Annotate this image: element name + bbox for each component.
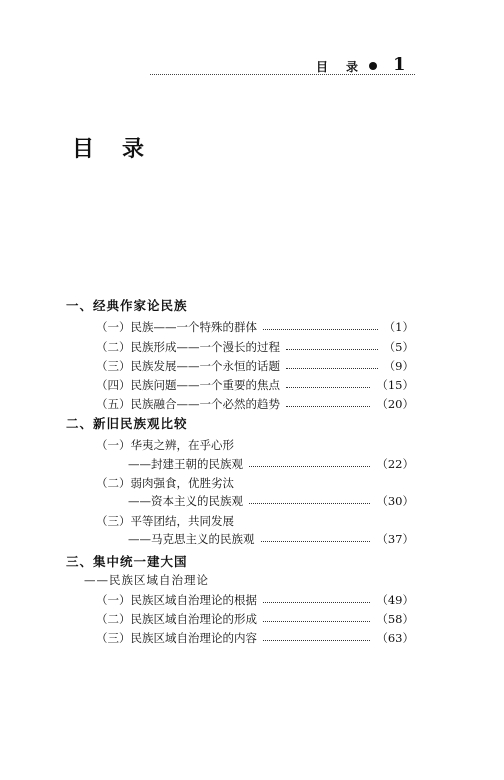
toc-entry-text: （二）民族区域自治理论的形成 (96, 612, 257, 626)
toc-entry-1-1[interactable] (96, 318, 414, 336)
header-rule (150, 74, 415, 75)
toc-entry-text: （三）民族发展——一个永恒的话题 (96, 359, 280, 373)
toc-entry-2-1[interactable]: （一）华夷之辨，在乎心形 (96, 438, 234, 452)
toc-entry-2-3-sub[interactable] (128, 530, 414, 548)
bullet-dot-icon (369, 62, 377, 70)
toc-entry-2-2-sub[interactable] (128, 492, 414, 510)
page-title (72, 132, 146, 163)
toc-entry-page: （63） (376, 631, 414, 645)
toc-entry-2-2[interactable]: （二）弱肉强食，优胜劣汰 (96, 476, 234, 490)
toc-entry-3-3[interactable] (96, 629, 414, 647)
toc-entry-subtitle: ——资本主义的民族观 (128, 494, 243, 508)
header-label-1: 目 (316, 60, 329, 74)
dot-leader (249, 503, 370, 504)
toc-entry-page: （15） (376, 378, 414, 392)
toc-entry-subtitle: ——封建王朝的民族观 (128, 457, 243, 471)
dot-leader (263, 329, 378, 330)
section-3-subtitle: ——民族区域自治理论 (84, 573, 209, 587)
dot-leader (286, 387, 370, 388)
toc-entry-page: （37） (376, 532, 414, 546)
toc-entry-page: （30） (376, 494, 414, 508)
toc-entry-1-2[interactable] (96, 338, 414, 356)
toc-entry-page: （1） (383, 320, 414, 334)
toc-entry-1-3[interactable] (96, 357, 414, 375)
running-header (0, 54, 504, 78)
toc-entry-text: （四）民族问题——一个重要的焦点 (96, 378, 280, 392)
toc-entry-page: （9） (383, 359, 414, 373)
dot-leader (286, 406, 370, 407)
dot-leader (261, 541, 371, 542)
section-1-title: 一、经典作家论民族 (66, 298, 188, 313)
dot-leader (263, 602, 370, 603)
toc-entry-2-1-sub[interactable] (128, 455, 414, 473)
title-char-2: 录 (122, 136, 147, 162)
toc-entry-3-1[interactable] (96, 591, 414, 609)
toc-entry-1-5[interactable] (96, 395, 414, 413)
toc-entry-text: （二）民族形成——一个漫长的过程 (96, 340, 280, 354)
toc-entry-page: （22） (376, 457, 414, 471)
dot-leader (286, 349, 378, 350)
section-2-title: 二、新旧民族观比较 (66, 416, 188, 431)
dot-leader (286, 368, 378, 369)
toc-entry-3-2[interactable] (96, 610, 414, 628)
toc-entry-1-4[interactable] (96, 376, 414, 394)
dot-leader (263, 621, 370, 622)
toc-entry-subtitle: ——马克思主义的民族观 (128, 532, 255, 546)
toc-entry-2-3[interactable]: （三）平等团结，共同发展 (96, 514, 234, 528)
toc-entry-page: （58） (376, 612, 414, 626)
toc-entry-text: （一）民族区域自治理论的根据 (96, 593, 257, 607)
header-label-2: 录 (346, 60, 359, 74)
page-number: 1 (393, 54, 406, 75)
toc-entry-text: （三）民族区域自治理论的内容 (96, 631, 257, 645)
title-char-1: 目 (72, 136, 97, 162)
section-3-title: 三、集中统一建大国 (66, 554, 188, 569)
dot-leader (263, 640, 370, 641)
toc-entry-page: （5） (383, 340, 414, 354)
toc-entry-page: （49） (376, 593, 414, 607)
toc-entry-text: （一）民族——一个特殊的群体 (96, 320, 257, 334)
dot-leader (249, 466, 370, 467)
toc-entry-text: （五）民族融合——一个必然的趋势 (96, 397, 280, 411)
toc-entry-page: （20） (376, 397, 414, 411)
